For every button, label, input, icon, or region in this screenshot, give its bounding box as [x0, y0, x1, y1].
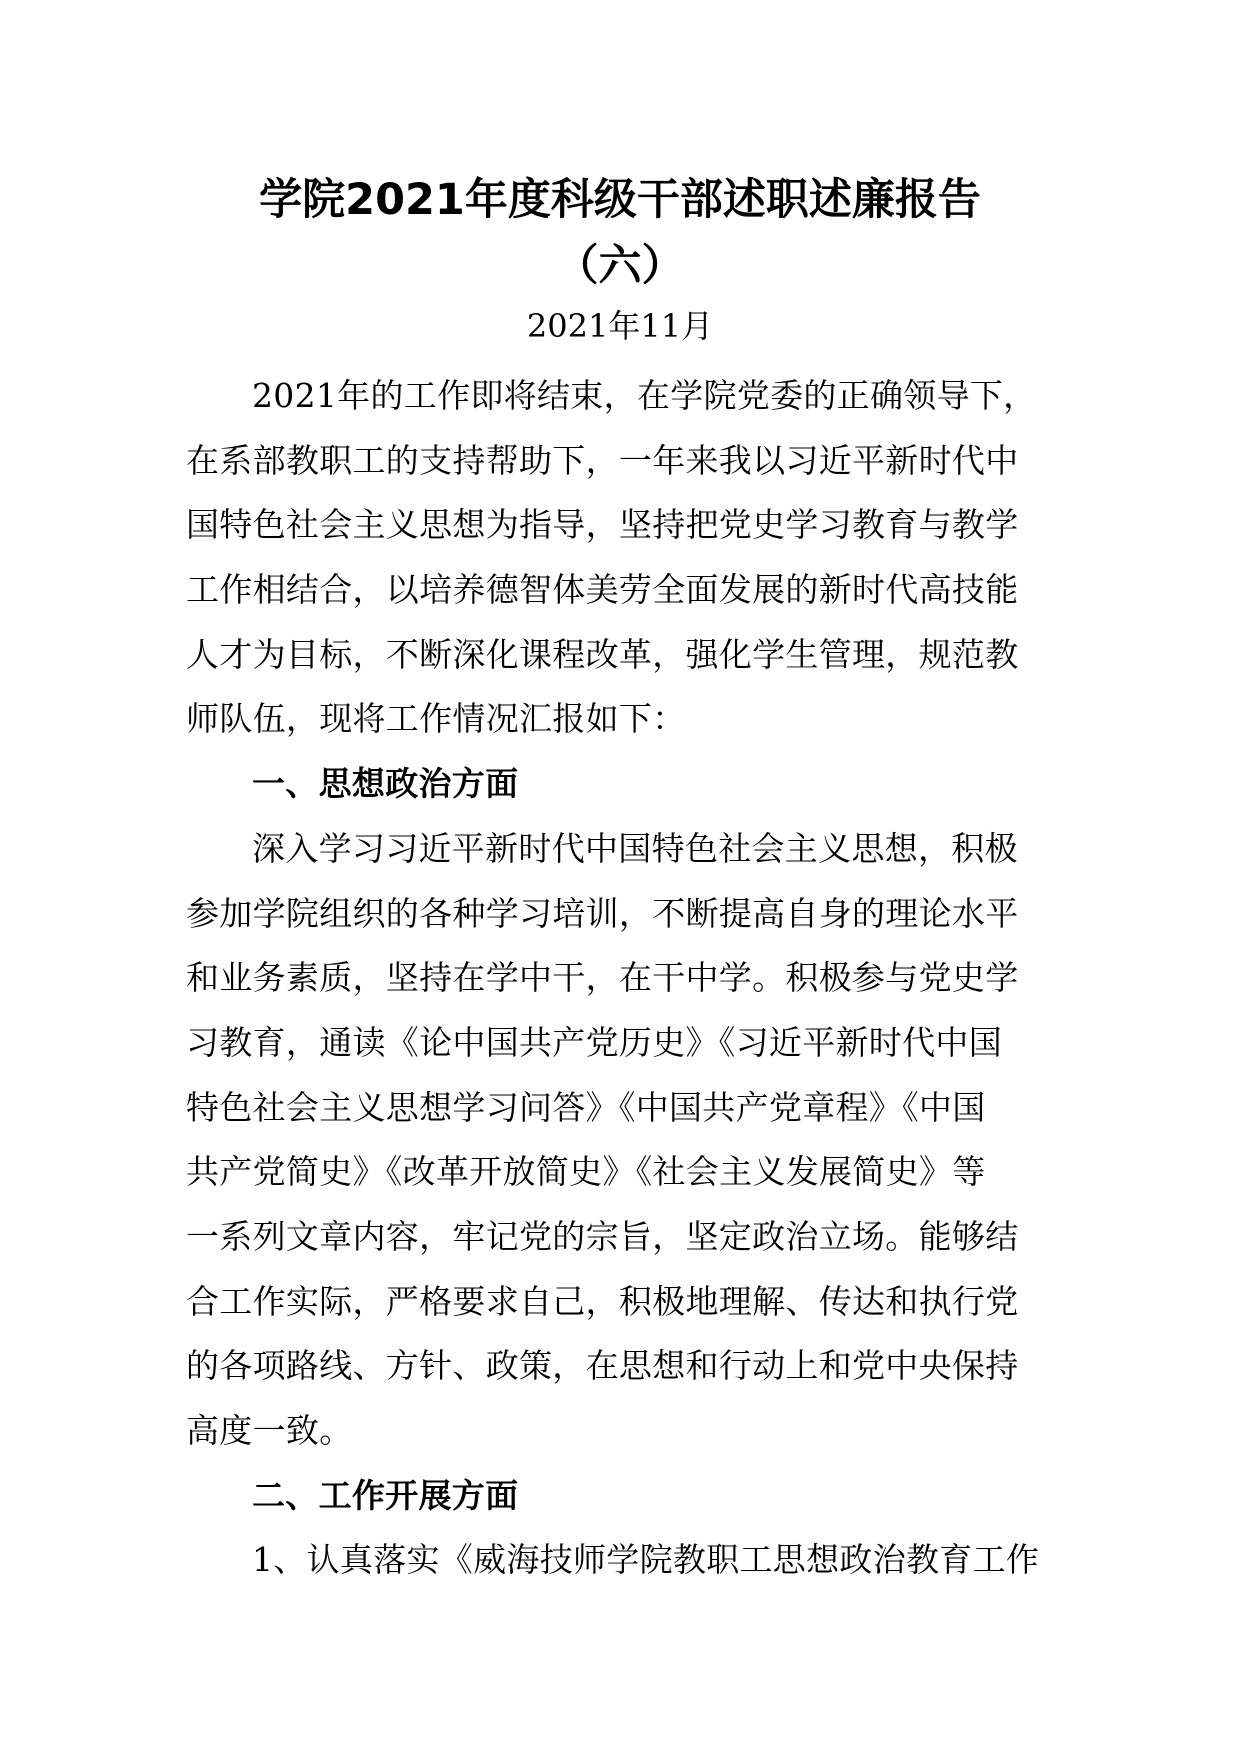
paragraph-line: 参加学院组织的各种学习培训，不断提高自身的理论水平 — [186, 893, 1019, 933]
paragraph-line: 一系列文章内容，牢记党的宗旨，坚定政治立场。能够结 — [186, 1216, 1019, 1256]
paragraph-line: 习教育，通读《论中国共产党历史》《习近平新时代中国 — [186, 1022, 1002, 1062]
paragraph-line: 深入学习习近平新时代中国特色社会主义思想，积极 — [252, 828, 1018, 868]
paragraph-line: 师队伍，现将工作情况汇报如下： — [186, 699, 686, 739]
section-heading: 一、思想政治方面 — [252, 764, 519, 804]
section-heading: 二、工作开展方面 — [252, 1475, 519, 1515]
paragraph-line: 的各项路线、方针、政策，在思想和行动上和党中央保持 — [186, 1346, 1019, 1386]
paragraph-line: 特色社会主义思想学习问答》《中国共产党章程》《中国 — [186, 1087, 986, 1127]
paragraph-line: 高度一致。 — [186, 1411, 353, 1450]
document-date: 2021年11月 — [526, 307, 714, 345]
paragraph-line: 2021年的工作即将结束，在学院党委的正确领导下， — [252, 376, 1037, 415]
paragraph-line: 共产党简史》《改革开放简史》《社会主义发展简史》等 — [186, 1152, 986, 1192]
paragraph-line: 工作相结合，以培养德智体美劳全面发展的新时代高技能 — [186, 570, 1019, 610]
document-body — [186, 364, 1056, 1593]
document-title-number: （六） — [555, 241, 685, 291]
paragraph-line: 1、认真落实《威海技师学院教职工思想政治教育工作 — [252, 1540, 1040, 1580]
paragraph-line: 和业务素质，坚持在学中干，在干中学。积极参与党史学 — [186, 958, 1019, 998]
paragraph-line: 人才为目标，不断深化课程改革，强化学生管理，规范教 — [186, 634, 1019, 674]
paragraph-line: 合工作实际，严格要求自己，积极地理解、传达和执行党 — [186, 1281, 1019, 1321]
paragraph-line: 国特色社会主义思想为指导，坚持把党史学习教育与教学 — [186, 505, 1019, 545]
document-title: 学院2021年度科级干部述职述廉报告 — [259, 175, 981, 225]
paragraph-line: 在系部教职工的支持帮助下，一年来我以习近平新时代中 — [186, 440, 1019, 480]
